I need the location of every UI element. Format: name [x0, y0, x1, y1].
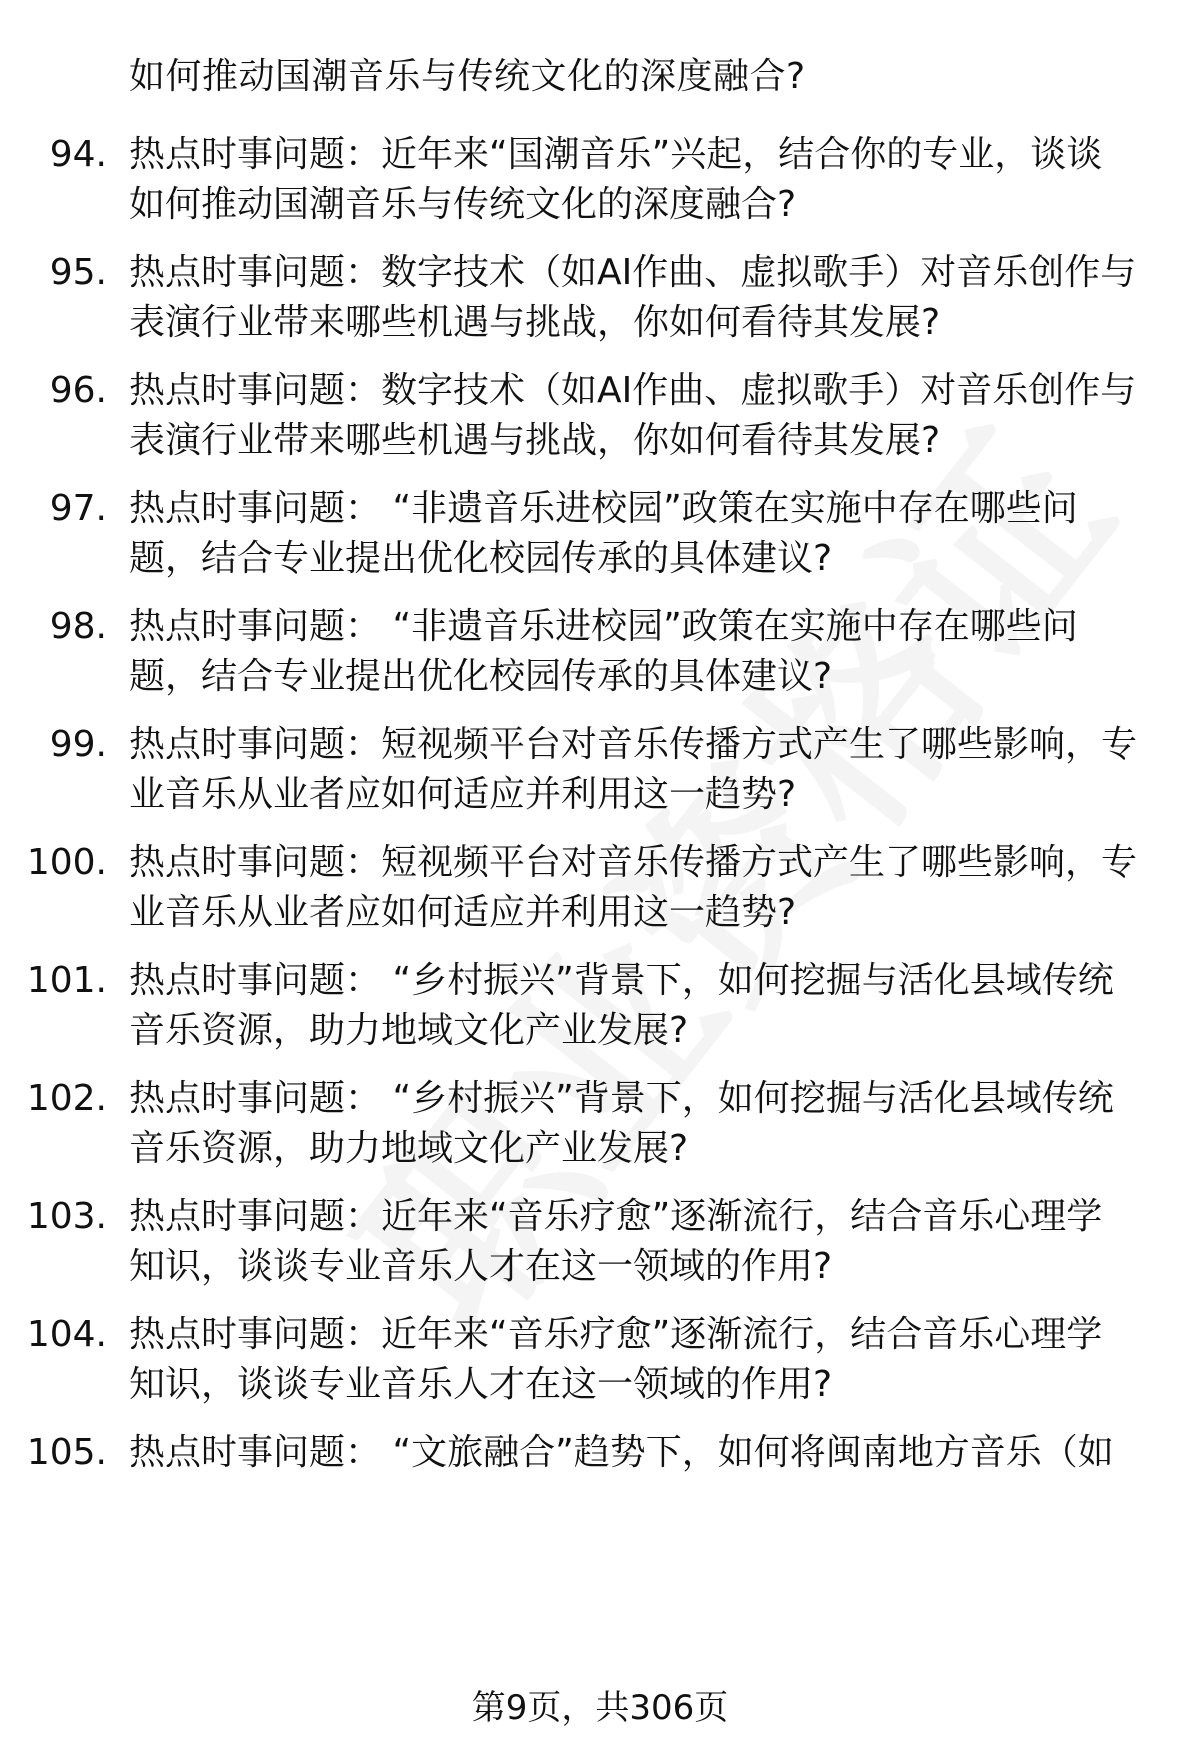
item-text-line1: 热点时事问题： “文旅融合”趋势下，如何将闽南地方音乐（如 — [129, 1432, 1114, 1473]
item-text-line1: 热点时事问题： “非遗音乐进校园”政策在实施中存在哪些问 — [129, 606, 1078, 647]
item-text-line2: 题，结合专业提出优化校园传承的具体建议? — [129, 538, 833, 579]
item-text-line2: 知识，谈谈专业音乐人才在这一领域的作用? — [129, 1364, 833, 1405]
item-number: 95. — [49, 252, 107, 293]
list-item — [0, 1193, 1200, 1293]
item-number: 97. — [49, 488, 107, 529]
item-number: 99. — [49, 724, 107, 765]
list-item — [0, 485, 1200, 585]
item-text-line2: 知识，谈谈专业音乐人才在这一领域的作用? — [129, 1246, 833, 1287]
item-text-line2: 表演行业带来哪些机遇与挑战，你如何看待其发展? — [129, 302, 941, 343]
list-item — [0, 367, 1200, 467]
item-number: 101. — [26, 960, 107, 1001]
item-number: 104. — [26, 1314, 107, 1355]
item-number: 96. — [49, 370, 107, 411]
item-text-line1: 热点时事问题：数字技术（如AI作曲、虚拟歌手）对音乐创作与 — [129, 252, 1137, 293]
list-item — [0, 1311, 1200, 1411]
item-text-line1: 热点时事问题：近年来“音乐疗愈”逐渐流行，结合音乐心理学 — [129, 1314, 1103, 1355]
item-text-line2: 音乐资源，助力地域文化产业发展? — [129, 1128, 689, 1169]
item-text-line1: 热点时事问题：短视频平台对音乐传播方式产生了哪些影响，专 — [129, 842, 1138, 883]
item-text-line2: 如何推动国潮音乐与传统文化的深度融合? — [129, 184, 797, 225]
carryover-line: 如何推动国潮音乐与传统文化的深度融合? — [129, 56, 806, 97]
item-text-line1: 热点时事问题： “非遗音乐进校园”政策在实施中存在哪些问 — [129, 488, 1078, 529]
item-text-line2: 表演行业带来哪些机遇与挑战，你如何看待其发展? — [129, 420, 941, 461]
item-number: 100. — [26, 842, 107, 883]
list-item — [0, 839, 1200, 939]
item-text-line1: 热点时事问题： “乡村振兴”背景下，如何挖掘与活化县域传统 — [129, 1078, 1114, 1119]
list-item — [0, 603, 1200, 703]
list-item — [0, 1075, 1200, 1175]
item-number: 98. — [49, 606, 107, 647]
list-item — [0, 721, 1200, 821]
item-text-line2: 题，结合专业提出优化校园传承的具体建议? — [129, 656, 833, 697]
item-text-line1: 热点时事问题： “乡村振兴”背景下，如何挖掘与活化县域传统 — [129, 960, 1114, 1001]
item-number: 102. — [26, 1078, 107, 1119]
list-item — [0, 1429, 1200, 1529]
item-text-line1: 热点时事问题：数字技术（如AI作曲、虚拟歌手）对音乐创作与 — [129, 370, 1137, 411]
item-text-line2: 业音乐从业者应如何适应并利用这一趋势? — [129, 892, 797, 933]
item-number: 105. — [26, 1432, 107, 1473]
item-text-line2: 音乐资源，助力地域文化产业发展? — [129, 1010, 689, 1051]
list-item — [0, 957, 1200, 1057]
list-item — [0, 249, 1200, 349]
item-text-line1: 热点时事问题：近年来“音乐疗愈”逐渐流行，结合音乐心理学 — [129, 1196, 1103, 1237]
item-number: 94. — [49, 134, 107, 175]
item-number: 103. — [26, 1196, 107, 1237]
item-text-line1: 热点时事问题：近年来“国潮音乐”兴起，结合你的专业，谈谈 — [129, 134, 1103, 175]
item-text-line1: 热点时事问题：短视频平台对音乐传播方式产生了哪些影响，专 — [129, 724, 1138, 765]
item-text-line2: 业音乐从业者应如何适应并利用这一趋势? — [129, 774, 797, 815]
page-footer: 第9页，共306页 — [471, 1688, 729, 1728]
list-item — [0, 131, 1200, 231]
